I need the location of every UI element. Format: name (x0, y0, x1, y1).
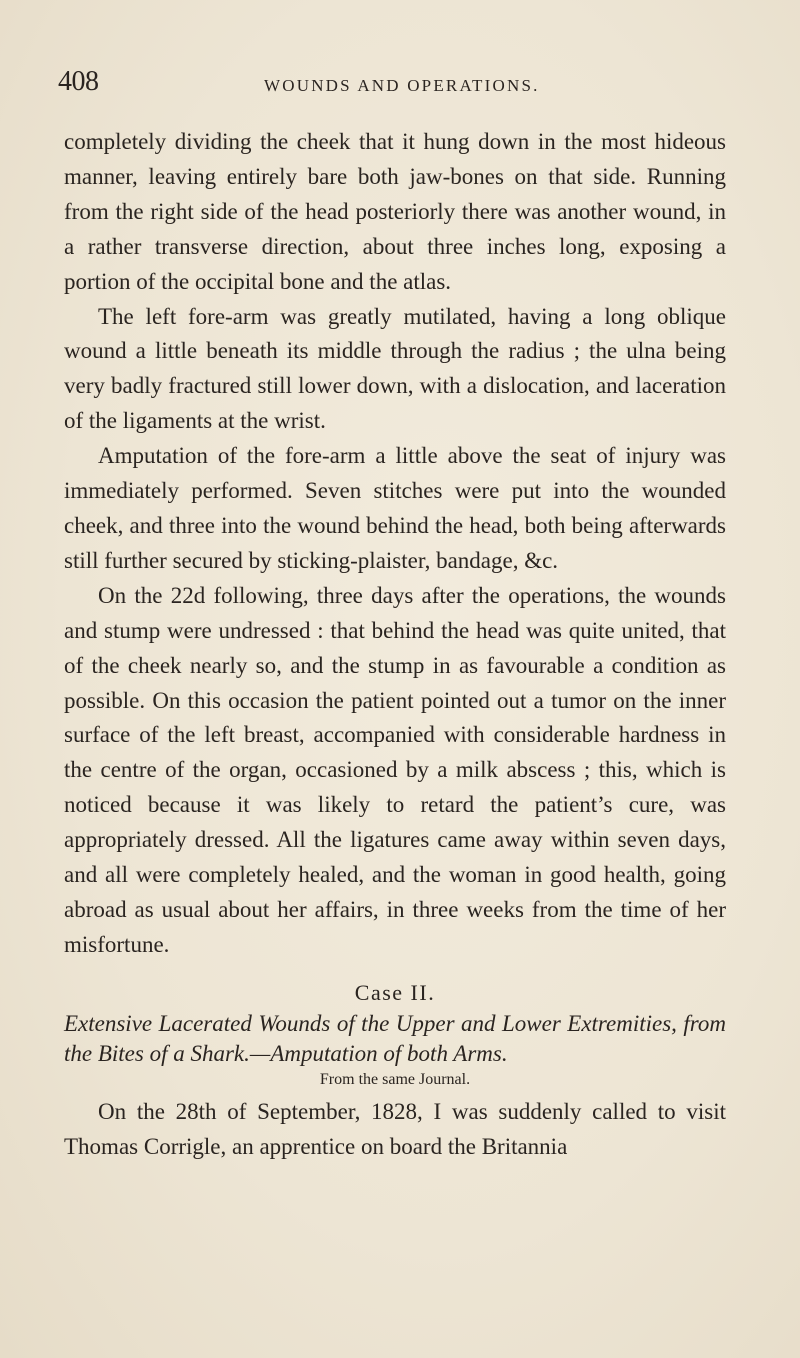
paragraph-amputation: Amputation of the fore-arm a little above the seat of injury was immediately performed. Seven stitches were put into the wounded cheek, and three into the wound behind the head, both being afterwards still further secured by sticking-plaister, bandage, &c. (64, 443, 726, 573)
page-header (58, 66, 698, 106)
paragraph-case-opening: On the 28th of September, 1828, I was suddenly called to visit Thomas Corrigle, an apprentice on board the Britannia (64, 1098, 726, 1159)
case-title: Extensive Lacerated Wounds of the Upper and Lower Extremities, from the Bites of a Shark.—Amputation of both Arms. (64, 1010, 726, 1066)
case-heading: Case II. (354, 979, 436, 1005)
running-head: WOUNDS AND OPERATIONS. (264, 76, 540, 95)
page-number: 408 (58, 66, 99, 97)
body-text (64, 125, 726, 1165)
paragraph-followup: On the 22d following, three days after the operations, the wounds and stump were undressed : that behind the head was quite united, that of the cheek nearly so, and the stump in as favourable a condition as possible. On this occasion the patient pointed out a tumor on the inner surface of the left breast, accompanied with considerable hardness in the centre of the organ, occasioned by a milk abscess ; this, which is noticed because it was likely to retard the patient’s cure, was appropriately dressed. All the ligatures came away within seven days, and all were completely healed, and the woman in good health, going abroad as usual about her affairs, in three weeks from the time of her misfortune. (64, 582, 726, 957)
case-source: From the same Journal. (319, 1070, 471, 1088)
paragraph-forearm: The left fore-arm was greatly mutilated, having a long oblique wound a little beneath its middle through the radius ; the ulna being very badly fractured still lower down, with a dislocation, and laceration of the ligaments at the wrist. (64, 303, 726, 434)
paragraph-continuation: completely dividing the cheek that it hung down in the most hideous manner, leaving entirely bare both jaw-bones on that side. Running from the right side of the head posteriorly there was another wound, in a rather transverse direction, about three inches long, exposing a portion of the occipital bone and the atlas. (64, 129, 726, 294)
